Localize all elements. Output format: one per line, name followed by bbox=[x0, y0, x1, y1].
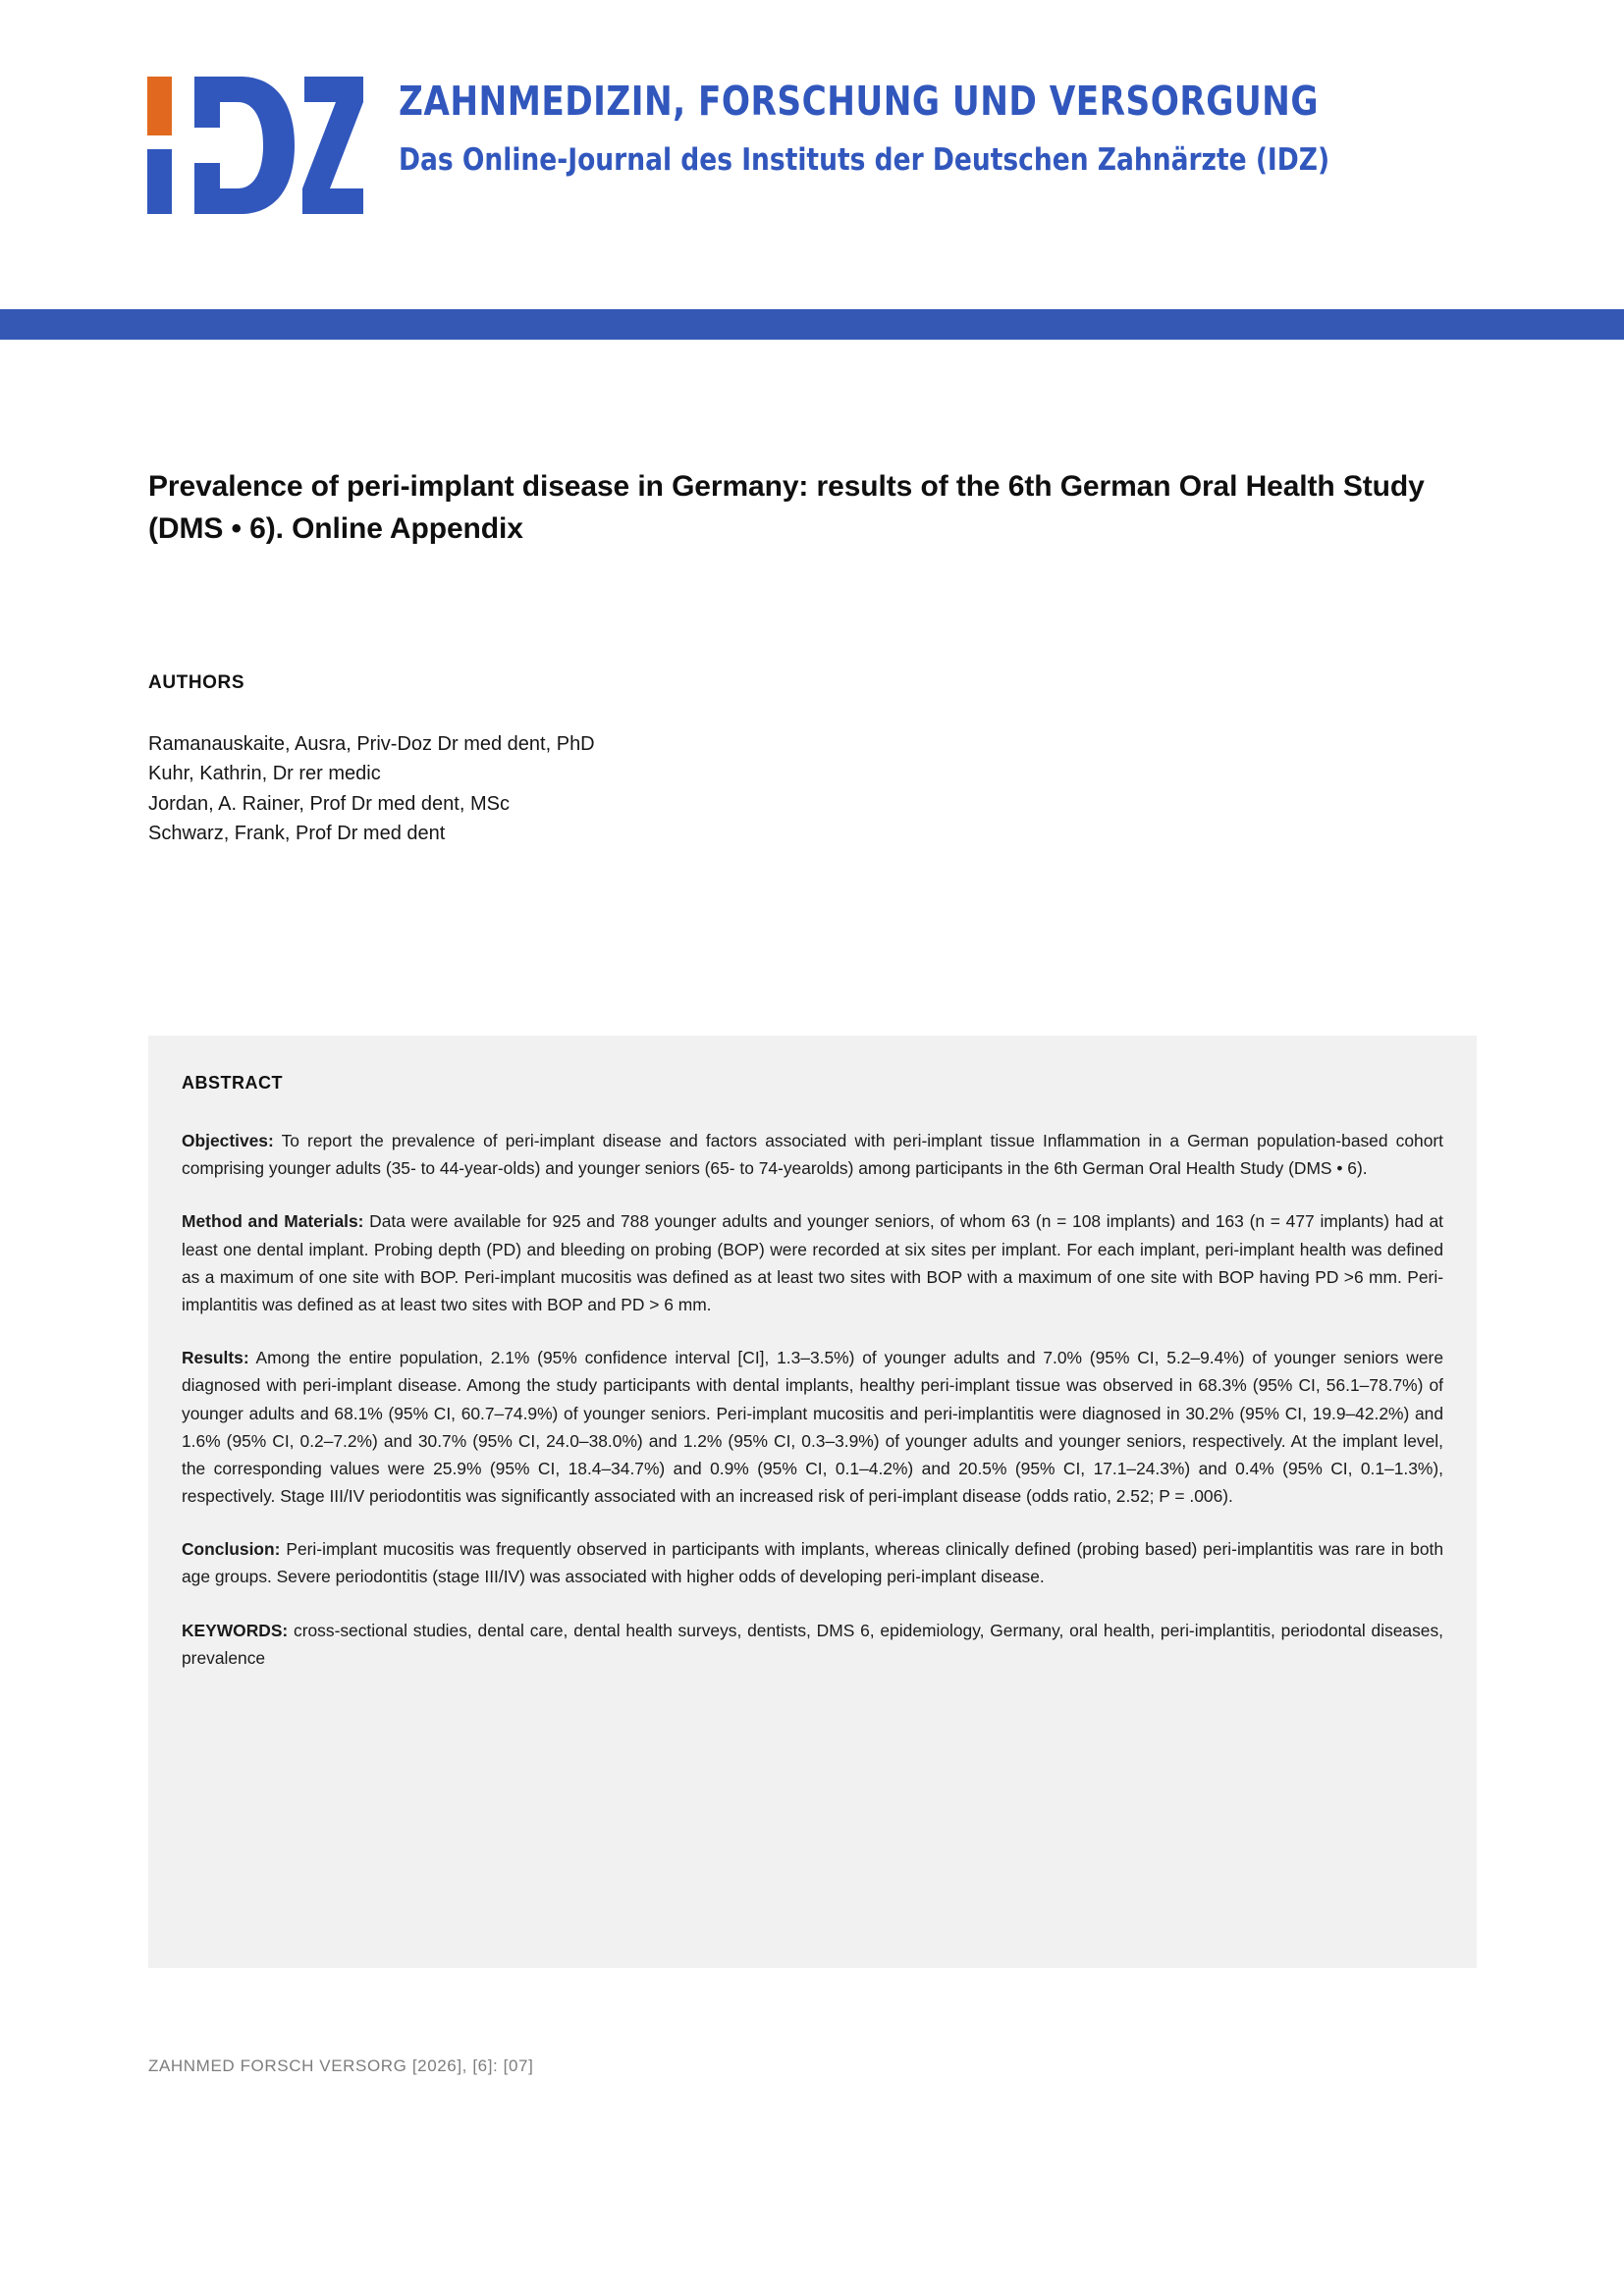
abstract-text-conclusion: Peri-implant mucositis was frequently observed in participants with implants, whereas clinically defined (probing based) peri-implantitis was rare in both age groups. Severe periodontitis (stage III/IV) was associated with higher odds of developing peri-implant disease. bbox=[182, 1539, 1443, 1587]
abstract-text-objectives: To report the prevalence of peri-implant disease and factors associated with peri-implant tissue Inflammation in a German population-based cohort comprising younger adults (35- to 44-year-olds) and younger seniors (65- to 74-yearolds) among participants in the 6th German Oral Health Study (DMS • 6). bbox=[182, 1131, 1443, 1179]
masthead-divider-bar bbox=[0, 309, 1624, 340]
abstract-paragraph-keywords bbox=[182, 1617, 1443, 1672]
idz-logo-mark-icon bbox=[147, 77, 363, 214]
abstract-paragraph-objectives bbox=[182, 1127, 1443, 1182]
abstract-label-keywords: KEYWORDS: bbox=[182, 1620, 289, 1640]
abstract-paragraph-method bbox=[182, 1207, 1443, 1318]
authors-list bbox=[148, 729, 1032, 849]
abstract-section bbox=[148, 1036, 1477, 1968]
journal-title: ZAHNMEDIZIN, FORSCHUNG UND VERSORGUNG bbox=[399, 78, 1319, 125]
author-line: Schwarz, Frank, Prof Dr med dent bbox=[148, 823, 446, 845]
journal-subtitle: Das Online-Journal des Instituts der Deutschen Zahnärzte (IDZ) bbox=[399, 142, 1330, 179]
abstract-text-method: Data were available for 925 and 788 younger adults and younger seniors, of whom 63 (n = 108 implants) and 163 (n = 477 implants) had at least one dental implant. Probing depth (PD) and bleeding on probing (BOP) were recorded at six sites per implant. For each implant, peri-implant health was defined as a maximum of one site with BOP. Peri-implant mucositis was defined as at least two sites with BOP with a maximum of one site with BOP having PD >6 mm. Peri-implantitis was defined as at least two sites with BOP and PD > 6 mm. bbox=[182, 1211, 1443, 1314]
abstract-heading: ABSTRACT bbox=[182, 1073, 283, 1093]
author-line: Jordan, A. Rainer, Prof Dr med dent, MSc bbox=[148, 792, 510, 815]
abstract-text-keywords: cross-sectional studies, dental care, dental health surveys, dentists, DMS 6, epidemiology, Germany, oral health, peri-implantitis, periodontal diseases, prevalence bbox=[182, 1620, 1443, 1668]
abstract-label-method: Method and Materials: bbox=[182, 1211, 364, 1232]
journal-masthead bbox=[0, 0, 1624, 309]
page-title: Prevalence of peri-implant disease in Germany: results of the 6th German Oral Health Study (DMS • 6). Online Appendix bbox=[148, 470, 1425, 545]
author-line: Ramanauskaite, Ausra, Priv-Doz Dr med dent, PhD bbox=[148, 733, 595, 755]
idz-logo bbox=[147, 77, 1388, 214]
abstract-label-objectives: Objectives: bbox=[182, 1131, 274, 1150]
abstract-label-conclusion: Conclusion: bbox=[182, 1539, 281, 1560]
authors-heading: AUTHORS bbox=[148, 672, 245, 693]
abstract-paragraph-results bbox=[182, 1344, 1443, 1510]
footer-citation: ZAHNMED FORSCH VERSORG [2026], [6]: [07] bbox=[148, 2056, 534, 2075]
abstract-paragraph-conclusion bbox=[182, 1535, 1443, 1590]
abstract-text-results: Among the entire population, 2.1% (95% confidence interval [CI], 1.3–3.5%) of younger adults and 7.0% (95% CI, 5.2–9.4%) of younger seniors were diagnosed with peri-implant disease. Among the study participants with dental implants, healthy peri-implant tissue was observed in 68.3% (95% CI, 56.1–78.7%) of younger adults and 68.1% (95% CI, 60.7–74.9%) of younger seniors. Peri-implant mucositis and peri-implantitis were diagnosed in 30.2% (95% CI, 19.9–42.2%) and 1.6% (95% CI, 0.2–7.2%) and 30.7% (95% CI, 24.0–38.0%) and 1.2% (95% CI, 0.3–3.9%) of younger adults and younger seniors, respectively. At the implant level, the corresponding values were 25.9% (95% CI, 18.4–34.7%) and 0.9% (95% CI, 0.1–4.2%) and 20.5% (95% CI, 17.1–24.3%) and 0.4% (95% CI, 0.1–1.3%), respectively. Stage III/IV periodontitis was significantly associated with an increased risk of peri-implant disease (odds ratio, 2.52; P = .006). bbox=[182, 1348, 1443, 1507]
abstract-label-results: Results: bbox=[182, 1348, 249, 1368]
authors-section bbox=[148, 672, 1032, 849]
masthead-text bbox=[399, 77, 1388, 177]
author-line: Kuhr, Kathrin, Dr rer medic bbox=[148, 763, 381, 785]
